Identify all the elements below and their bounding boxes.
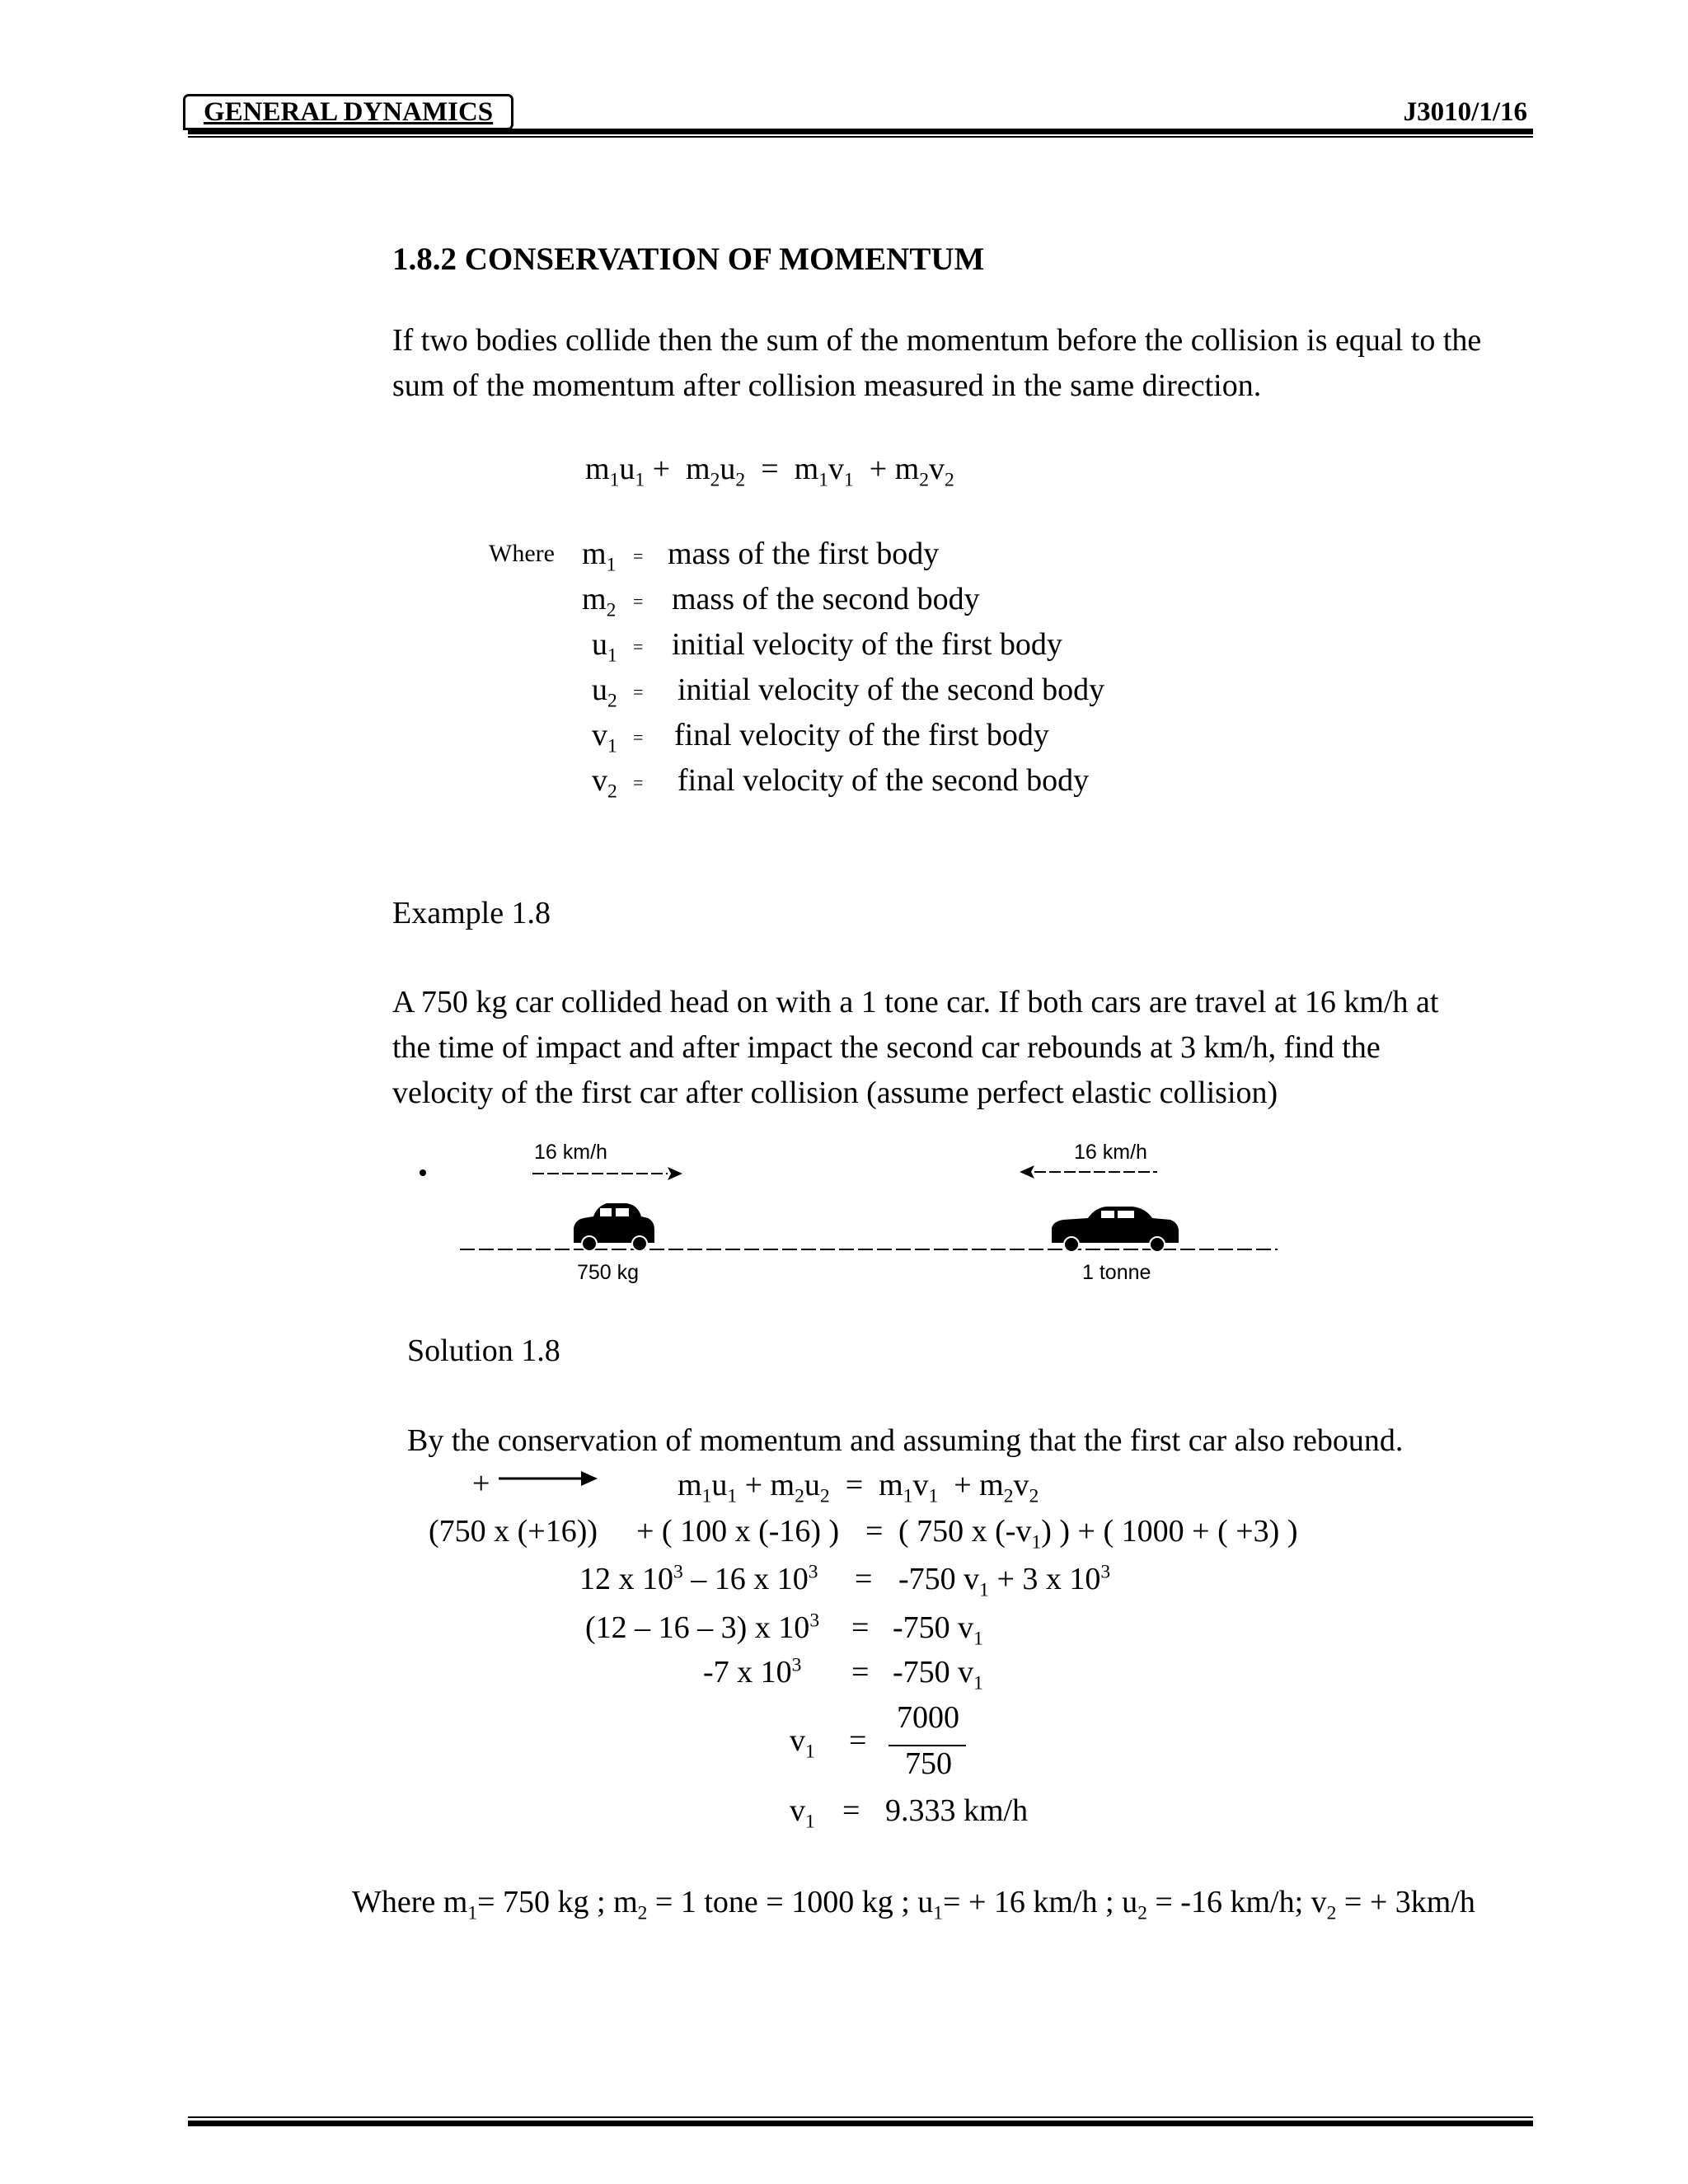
solution-intro: By the conservation of momentum and assuming that the first car also rebound. [407,1423,1404,1458]
example-line-1: A 750 kg car collided head on with a 1 tone car. If both cars are travel at 16 km/h at [392,985,1439,1019]
intro-line-2: sum of the momentum after collision measured in the same direction. [392,368,1262,403]
positive-sign: + [472,1466,490,1501]
solution-line-5-eq: = [851,1655,870,1690]
result-eq: = [842,1793,860,1828]
section-title: 1.8.2 CONSERVATION OF MOMENTUM [392,241,985,277]
where-label: Where [489,540,555,567]
definition-equals: = [633,772,644,793]
stray-dot [420,1169,426,1176]
definition-text: final velocity of the second body [678,763,1090,798]
definition-equals: = [633,591,644,612]
left-speed-label: 16 km/h [534,1141,607,1164]
solution-line-3-right: -750 $v_1 + 3$ x $10^3$ [898,1561,1111,1601]
definition-equals: = [633,727,644,748]
header-rule-thin [188,136,1533,138]
definition-symbol: $m_2$ [582,582,617,621]
solution-line-3-left: 12 x $10^3 - 16$ x $10^3$ [579,1561,818,1596]
result-lhs: $v_1$ [790,1793,815,1833]
example-line-2: the time of impact and after impact the second car rebounds at 3 km/h, find the [392,1030,1381,1065]
definition-equals: = [633,682,644,702]
right-arrow-icon [532,1167,682,1180]
solution-line-4-left: (12 – 16 – 3) x $10^3$ [585,1610,820,1645]
solution-line-4-eq: = [851,1610,870,1645]
intro-line-1: If two bodies collide then the sum of the momentum before the collision is equal to the [392,323,1482,358]
example-heading: Example 1.8 [392,896,551,930]
positive-direction-arrow-icon [497,1469,599,1488]
solution-line-4-right: -750 $v_1$ [893,1610,983,1650]
fraction-lhs: $v_1$ [790,1723,815,1763]
solution-line-3-eq: = [855,1562,873,1596]
definition-symbol: $u_1$ [592,627,617,667]
left-arrow-icon [1020,1165,1157,1179]
definition-text: initial velocity of the second body [678,673,1105,707]
definition-text: initial velocity of the first body [672,627,1062,662]
small-car-icon [574,1203,654,1251]
solution-line-2-mid: + ( 100 x (-16) ) [636,1514,840,1549]
collision-diagram [453,1162,1286,1261]
definition-symbol: $m_1$ [582,537,617,576]
example-line-3: velocity of the first car after collision (assume perfect elastic collision) [392,1076,1278,1110]
right-speed-label: 16 km/h [1074,1141,1147,1164]
page-code: J3010/1/16 [1403,97,1527,127]
definition-symbol: $u_2$ [592,673,617,712]
fraction-numerator: 7000 [897,1700,959,1735]
definition-symbol: $v_1$ [592,718,617,757]
solution-line-5-right: -750 $v_1$ [893,1655,983,1694]
large-car-icon [1052,1207,1179,1252]
solution-line-5-left: -7 x $10^3$ [703,1654,802,1690]
footer-rule-thin [188,2116,1533,2118]
fraction-denominator: 750 [905,1746,952,1781]
left-mass-label: 750 kg [577,1261,640,1284]
solution-line-2-eq: = [865,1514,884,1549]
fraction-eq: = [849,1723,867,1758]
definition-symbol: $v_2$ [592,763,617,803]
definition-text: final velocity of the first body [674,718,1049,752]
momentum-equation: $m_1u_1 + m_2u_2 = m_1v_1 + m_2v_2$ [585,452,954,491]
definition-text: mass of the first body [668,537,940,571]
solution-line-2-left: (750 x (+16)) [429,1514,598,1549]
header-title: GENERAL DYNAMICS [183,94,513,130]
result-value: 9.333 km/h [885,1793,1029,1828]
definition-text: mass of the second body [672,582,980,616]
solution-equation-1: $m_1u_1 + m_2u_2 = m_1v_1 + m_2v_2$ [678,1468,1039,1507]
solution-heading: Solution 1.8 [407,1333,560,1368]
footer-rule-thick [188,2121,1533,2126]
header-rule-thick [188,129,1533,134]
definition-equals: = [633,636,644,657]
right-mass-label: 1 tonne [1082,1261,1151,1284]
solution-line-2-right: ( 750 x $(-v_1)$ ) + ( 1000 + ( +3) ) [898,1514,1298,1554]
given-values-line: Where $m_1= 750$ kg ; $m_2 = 1$ tone = 1000 kg ; $u_1= + 16$ km/h ; $u_2 = -16$ km/h; $v_2$ = + 3km/h [352,1885,1475,1924]
definition-equals: = [633,546,644,566]
